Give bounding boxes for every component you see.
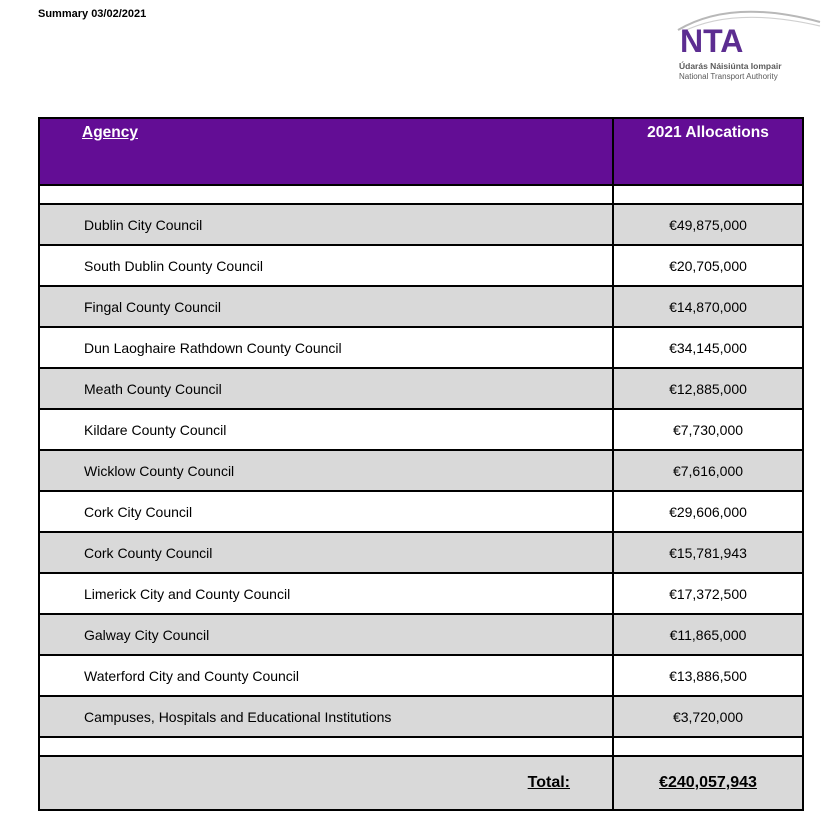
agency-cell: Limerick City and County Council xyxy=(39,573,613,614)
agency-cell: Kildare County Council xyxy=(39,409,613,450)
table-row xyxy=(39,245,803,286)
logo-english-name: National Transport Authority xyxy=(679,72,778,81)
allocation-cell: €15,781,943 xyxy=(613,532,803,573)
table-row xyxy=(39,327,803,368)
agency-cell: Galway City Council xyxy=(39,614,613,655)
table-row xyxy=(39,409,803,450)
allocations-column-header: 2021 Allocations xyxy=(613,118,803,185)
allocation-cell: €13,886,500 xyxy=(613,655,803,696)
total-label: Total: xyxy=(39,756,613,810)
logo-irish-name: Údarás Náisiúnta Iompair xyxy=(679,61,782,71)
allocation-cell: €49,875,000 xyxy=(613,204,803,245)
table-row xyxy=(39,696,803,737)
spacer-cell xyxy=(39,737,613,756)
spacer-cell xyxy=(39,185,613,204)
allocation-cell: €17,372,500 xyxy=(613,573,803,614)
spacer-row xyxy=(39,185,803,204)
allocations-table xyxy=(38,117,804,811)
agency-cell: South Dublin County Council xyxy=(39,245,613,286)
agency-cell: Dublin City Council xyxy=(39,204,613,245)
table-row xyxy=(39,573,803,614)
allocation-cell: €7,730,000 xyxy=(613,409,803,450)
agency-cell: Dun Laoghaire Rathdown County Council xyxy=(39,327,613,368)
table-row xyxy=(39,204,803,245)
agency-cell: Wicklow County Council xyxy=(39,450,613,491)
table-row xyxy=(39,532,803,573)
agency-cell: Meath County Council xyxy=(39,368,613,409)
table-row xyxy=(39,614,803,655)
table-row xyxy=(39,491,803,532)
allocation-cell: €3,720,000 xyxy=(613,696,803,737)
allocation-cell: €12,885,000 xyxy=(613,368,803,409)
allocation-cell: €20,705,000 xyxy=(613,245,803,286)
agency-cell: Campuses, Hospitals and Educational Institutions xyxy=(39,696,613,737)
allocation-cell: €7,616,000 xyxy=(613,450,803,491)
table-header-row xyxy=(39,118,803,185)
allocation-cell: €11,865,000 xyxy=(613,614,803,655)
spacer-cell xyxy=(613,737,803,756)
spacer-row xyxy=(39,737,803,756)
total-value: €240,057,943 xyxy=(613,756,803,810)
summary-date: Summary 03/02/2021 xyxy=(38,8,147,20)
allocation-cell: €34,145,000 xyxy=(613,327,803,368)
logo-mark: NTA xyxy=(680,23,744,59)
agency-cell: Fingal County Council xyxy=(39,286,613,327)
total-row xyxy=(39,756,803,810)
agency-cell: Cork City Council xyxy=(39,491,613,532)
table-row xyxy=(39,368,803,409)
table-row xyxy=(39,450,803,491)
agency-cell: Cork County Council xyxy=(39,532,613,573)
agency-column-header: Agency xyxy=(39,118,613,185)
nta-logo xyxy=(672,4,822,90)
table-row xyxy=(39,655,803,696)
allocation-cell: €29,606,000 xyxy=(613,491,803,532)
allocation-cell: €14,870,000 xyxy=(613,286,803,327)
agency-cell: Waterford City and County Council xyxy=(39,655,613,696)
table-row xyxy=(39,286,803,327)
spacer-cell xyxy=(613,185,803,204)
